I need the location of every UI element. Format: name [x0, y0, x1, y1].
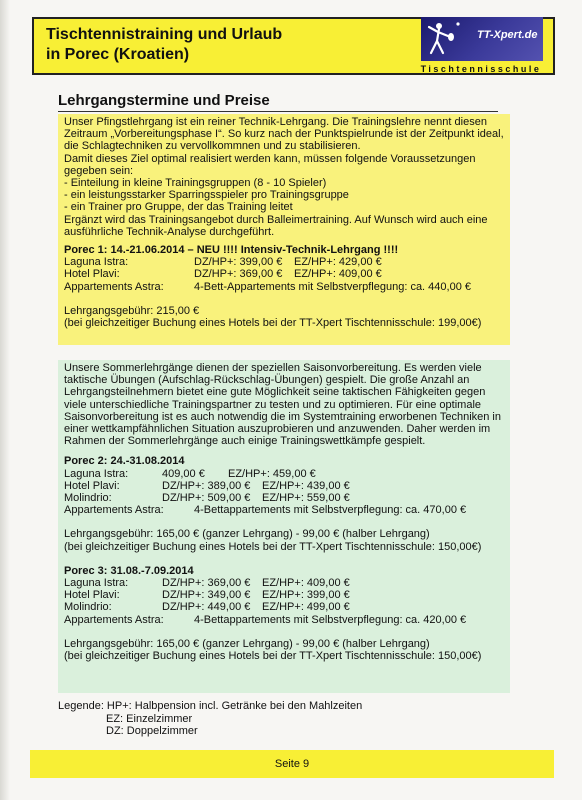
price-ez: EZ/HP+: 559,00 € — [262, 492, 350, 505]
price-row — [64, 480, 504, 492]
intro-line: - ein leistungsstarker Sparringsspieler pro Trainingsgruppe — [64, 189, 349, 202]
price-place: Hotel Plavi: — [64, 589, 120, 602]
intro-line: gegeben sein: — [64, 164, 134, 177]
price-row — [64, 268, 504, 280]
page-number: Seite 9 — [274, 758, 310, 770]
fee-note: (bei gleichzeitiger Buchung eines Hotels bei der TT-Xpert Tischtennisschule: 199,00€) — [64, 317, 482, 330]
fee-note: (bei gleichzeitiger Buchung eines Hotels bei der TT-Xpert Tischtennisschule: 150,00€) — [64, 540, 482, 553]
price-dz: DZ/HP+: 509,00 € — [162, 492, 251, 505]
price-dz: 409,00 € — [162, 467, 205, 480]
intro-line: die Schlagtechniken zu vervollkommnen und zu stabilisieren. — [64, 140, 361, 153]
price-place: Laguna Istra: — [64, 256, 129, 269]
price-ez: EZ/HP+: 429,00 € — [294, 256, 382, 269]
intro-line: ausführliche Technik-Analyse durchgeführt. — [64, 225, 275, 238]
header-bar — [32, 17, 555, 75]
title-line-1: Tischtennistraining und Urlaub — [46, 26, 283, 43]
price-dz: DZ/HP+: 389,00 € — [162, 479, 251, 492]
price-place: Molindrio: — [64, 492, 112, 505]
porec1-heading: Porec 1: 14.-21.06.2014 – NEU !!!! Intensiv-Technik-Lehrgang !!!! — [64, 244, 399, 257]
porec3-heading: Porec 3: 31.08.-7.09.2014 — [64, 564, 194, 577]
summer-intro-line: Rahmen der Sommerlehrgänge auch einige Trainingswettkämpfe gespielt. — [64, 435, 426, 448]
fee-note: (bei gleichzeitiger Buchung eines Hotels bei der TT-Xpert Tischtennisschule: 150,00€) — [64, 650, 482, 663]
appartements-label: Appartements Astra: — [64, 280, 164, 293]
title-line-2: in Porec (Kroatien) — [46, 46, 190, 63]
price-ez: EZ/HP+: 409,00 € — [294, 268, 382, 281]
intro-line: - Einteilung in kleine Trainingsgruppen (8 - 10 Spieler) — [64, 177, 327, 190]
legend-line: Legende: HP+: Halbpension incl. Getränke bei den Mahlzeiten — [58, 700, 363, 712]
price-row — [64, 589, 504, 601]
price-dz: DZ/HP+: 369,00 € — [194, 268, 283, 281]
price-row — [64, 577, 504, 589]
price-row — [64, 281, 504, 293]
summer-intro-line: Unsere Sommerlehrgänge dienen der speziellen Saisonvorbereitung. Es werden viele — [64, 362, 482, 374]
summer-intro-line: einer wettkampfähnlichen Situation auszuprobieren und anzuwenden. Daher werden im — [64, 423, 491, 436]
legend — [58, 700, 362, 738]
price-ez: EZ/HP+: 399,00 € — [262, 589, 350, 602]
pfingst-lehrgang-box — [58, 114, 510, 345]
fee: Lehrgangsgebühr: 165,00 € (ganzer Lehrgang) - 99,00 € (halber Lehrgang) — [64, 528, 430, 541]
price-place: Molindrio: — [64, 601, 112, 614]
price-row — [64, 601, 504, 613]
intro-line: Ergänzt wird das Trainingsangebot durch Balleimertraining. Auf Wunsch wird auch eine — [64, 213, 488, 226]
appartements-label: Appartements Astra: — [64, 504, 164, 517]
price-row — [64, 504, 504, 516]
fee: Lehrgangsgebühr: 165,00 € (ganzer Lehrgang) - 99,00 € (halber Lehrgang) — [64, 637, 430, 650]
price-ez: EZ/HP+: 499,00 € — [262, 601, 350, 614]
intro-line: - ein Trainer pro Gruppe, der das Training leitet — [64, 201, 293, 214]
logo-text: TT-Xpert.de — [477, 29, 538, 41]
intro-line: Unser Pfingstlehrgang ist ein reiner Technik-Lehrgang. Die Trainingslehre nennt diesen — [64, 116, 487, 128]
legend-line: EZ: Einzelzimmer — [106, 712, 193, 725]
price-place: Hotel Plavi: — [64, 479, 120, 492]
logo — [421, 17, 543, 61]
appartements-text: 4-Bettappartements mit Selbstverpflegung: ca. 420,00 € — [194, 613, 467, 626]
price-dz: DZ/HP+: 349,00 € — [162, 589, 251, 602]
price-dz: DZ/HP+: 449,00 € — [162, 601, 251, 614]
price-place: Laguna Istra: — [64, 577, 129, 590]
price-place: Hotel Plavi: — [64, 268, 120, 281]
summer-intro-line: Saisonvorbereitung ist es auch notwendig die im Systemtraining erworbenen Techniken in — [64, 410, 501, 423]
price-ez: EZ/HP+: 439,00 € — [262, 479, 350, 492]
intro-line: Zeitraum „Vorbereitungsphase I“. So kurz nach der Punktspielrunde ist der Zeitpunkt ideal, — [64, 128, 504, 141]
appartements-text: 4-Bettappartements mit Selbstverpflegung: ca. 470,00 € — [194, 504, 467, 517]
logo-subtitle: Tischtennisschule — [420, 64, 542, 74]
intro-line: Damit dieses Ziel optimal realisiert werden kann, müssen folgende Voraussetzungen — [64, 152, 476, 165]
page-title — [46, 25, 282, 65]
legend-line: DZ: Doppelzimmer — [106, 725, 198, 737]
footer-bar — [30, 750, 554, 778]
porec2-heading: Porec 2: 24.-31.08.2014 — [64, 455, 185, 468]
divider — [58, 111, 498, 112]
fee: Lehrgangsgebühr: 215,00 € — [64, 304, 200, 317]
appartements-text: 4-Bett-Appartements mit Selbstverpflegung: ca. 440,00 € — [194, 280, 471, 293]
sommer-lehrgang-box — [58, 360, 510, 693]
price-row — [64, 614, 504, 626]
appartements-label: Appartements Astra: — [64, 613, 164, 626]
price-ez: EZ/HP+: 409,00 € — [262, 577, 350, 590]
summer-intro-line: Lehrgangsteilnehmern bietet eine gute Möglichkeit seine taktischen Fähigkeiten gegen — [64, 386, 486, 399]
section-heading: Lehrgangstermine und Preise — [58, 92, 270, 109]
summer-intro-line: viele unterschiedliche Trainingspartner zu testen und zu optimieren. Für eine optimale — [64, 398, 482, 411]
price-row — [64, 468, 504, 480]
page-edge — [0, 0, 10, 800]
price-dz: DZ/HP+: 369,00 € — [162, 577, 251, 590]
price-row — [64, 492, 504, 504]
price-dz: DZ/HP+: 399,00 € — [194, 256, 283, 269]
price-row — [64, 256, 504, 268]
summer-intro-line: taktische Übungen (Aufschlag-Rückschlag-Übungen) gespielt. Die große Anzahl an — [64, 374, 470, 387]
price-place: Laguna Istra: — [64, 467, 129, 480]
price-ez: EZ/HP+: 459,00 € — [228, 467, 316, 480]
